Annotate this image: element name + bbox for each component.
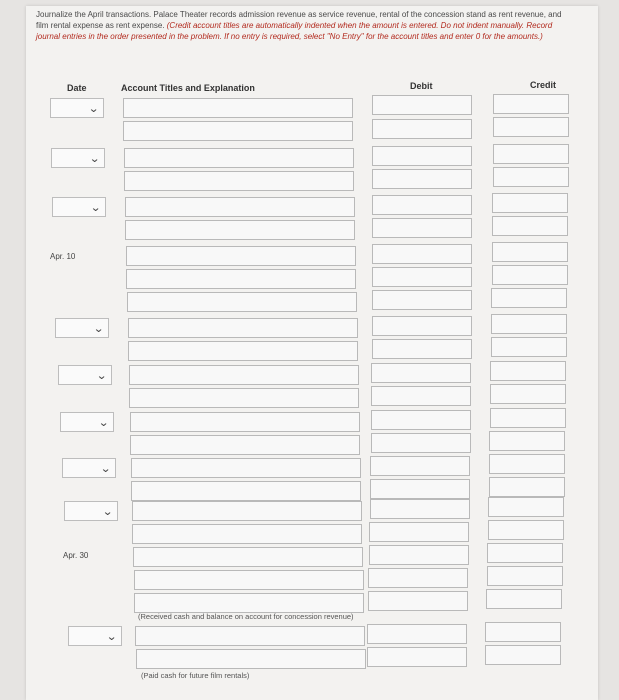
instructions-text: Journalize the April transactions. Palace Theater records admission revenue as service revenue, rental of the concession stand as rent revenue, and film rental expense as rent expense.	[36, 10, 562, 31]
debit-input[interactable]	[372, 316, 472, 336]
account-title-input[interactable]	[129, 365, 359, 385]
date-apr-30: Apr. 30	[63, 551, 89, 560]
account-header: Account Titles and Explanation	[121, 83, 255, 93]
chevron-down-icon: ⌄	[95, 369, 107, 382]
debit-input[interactable]	[367, 647, 467, 667]
credit-input[interactable]	[492, 242, 568, 262]
debit-input[interactable]	[372, 244, 472, 264]
credit-input[interactable]	[488, 520, 564, 540]
debit-input[interactable]	[369, 522, 469, 542]
debit-input[interactable]	[371, 386, 471, 406]
debit-input[interactable]	[372, 95, 472, 115]
debit-input[interactable]	[372, 290, 472, 310]
debit-input[interactable]	[368, 568, 468, 588]
credit-input[interactable]	[493, 167, 569, 187]
account-title-input[interactable]	[131, 458, 361, 478]
account-title-input[interactable]	[132, 501, 362, 521]
instructions	[36, 9, 576, 43]
credit-input[interactable]	[489, 477, 565, 497]
date-header: Date	[67, 83, 87, 93]
credit-input[interactable]	[487, 543, 563, 563]
debit-input[interactable]	[367, 624, 467, 644]
date-select[interactable]	[50, 98, 104, 118]
date-select[interactable]	[60, 412, 114, 432]
account-title-input[interactable]	[133, 547, 363, 567]
instructions-note: (Credit account titles are automatically indented when the amount is entered. Do not indent manually. Record journal entries in the order presented in the problem. If no entry is required, select "No Entry" for the account titles and enter 0 for the amounts.)	[36, 21, 553, 42]
chevron-down-icon: ⌄	[97, 416, 109, 429]
credit-input[interactable]	[492, 193, 568, 213]
debit-input[interactable]	[371, 410, 471, 430]
credit-input[interactable]	[488, 497, 564, 517]
debit-input[interactable]	[371, 363, 471, 383]
chevron-down-icon: ⌄	[99, 462, 111, 475]
debit-input[interactable]	[372, 146, 472, 166]
account-title-input[interactable]	[135, 626, 365, 646]
debit-input[interactable]	[370, 456, 470, 476]
date-select[interactable]	[51, 148, 105, 168]
credit-input[interactable]	[492, 216, 568, 236]
date-select[interactable]	[58, 365, 112, 385]
credit-input[interactable]	[485, 622, 561, 642]
account-title-input[interactable]	[131, 481, 361, 501]
account-title-input[interactable]	[134, 593, 364, 613]
credit-input[interactable]	[486, 589, 562, 609]
chevron-down-icon: ⌄	[92, 322, 104, 335]
debit-input[interactable]	[370, 479, 470, 499]
account-title-input[interactable]	[130, 435, 360, 455]
debit-input[interactable]	[372, 169, 472, 189]
credit-input[interactable]	[493, 144, 569, 164]
date-select[interactable]	[55, 318, 109, 338]
account-title-input[interactable]	[125, 197, 355, 217]
debit-input[interactable]	[369, 545, 469, 565]
account-title-input[interactable]	[123, 98, 353, 118]
account-title-input[interactable]	[130, 412, 360, 432]
account-title-input[interactable]	[125, 220, 355, 240]
account-title-input[interactable]	[126, 269, 356, 289]
debit-input[interactable]	[372, 195, 472, 215]
debit-input[interactable]	[372, 339, 472, 359]
debit-header: Debit	[410, 81, 433, 91]
debit-input[interactable]	[371, 433, 471, 453]
credit-input[interactable]	[491, 288, 567, 308]
credit-input[interactable]	[491, 337, 567, 357]
chevron-down-icon: ⌄	[87, 102, 99, 115]
credit-input[interactable]	[490, 408, 566, 428]
debit-input[interactable]	[372, 267, 472, 287]
debit-input[interactable]	[368, 591, 468, 611]
credit-input[interactable]	[491, 314, 567, 334]
credit-header: Credit	[530, 80, 557, 90]
credit-input[interactable]	[489, 431, 565, 451]
credit-input[interactable]	[490, 361, 566, 381]
account-title-input[interactable]	[132, 524, 362, 544]
account-title-input[interactable]	[136, 649, 366, 669]
date-select[interactable]	[64, 501, 118, 521]
explanation-paid: (Paid cash for future film rentals)	[141, 671, 250, 680]
account-title-input[interactable]	[124, 148, 354, 168]
credit-input[interactable]	[485, 645, 561, 665]
credit-input[interactable]	[493, 117, 569, 137]
account-title-input[interactable]	[129, 388, 359, 408]
account-title-input[interactable]	[127, 292, 357, 312]
credit-input[interactable]	[489, 454, 565, 474]
account-title-input[interactable]	[126, 246, 356, 266]
credit-input[interactable]	[490, 384, 566, 404]
account-title-input[interactable]	[128, 318, 358, 338]
chevron-down-icon: ⌄	[88, 152, 100, 165]
debit-input[interactable]	[372, 119, 472, 139]
account-title-input[interactable]	[123, 121, 353, 141]
account-title-input[interactable]	[124, 171, 354, 191]
account-title-input[interactable]	[134, 570, 364, 590]
chevron-down-icon: ⌄	[89, 201, 101, 214]
credit-input[interactable]	[487, 566, 563, 586]
credit-input[interactable]	[492, 265, 568, 285]
date-select[interactable]	[62, 458, 116, 478]
credit-input[interactable]	[493, 94, 569, 114]
chevron-down-icon: ⌄	[101, 505, 113, 518]
debit-input[interactable]	[372, 218, 472, 238]
date-select[interactable]	[68, 626, 122, 646]
account-title-input[interactable]	[128, 341, 358, 361]
date-select[interactable]	[52, 197, 106, 217]
chevron-down-icon: ⌄	[105, 630, 117, 643]
explanation-received: (Received cash and balance on account for concession revenue)	[138, 612, 354, 621]
debit-input[interactable]	[370, 499, 470, 519]
date-apr-10: Apr. 10	[50, 252, 76, 261]
